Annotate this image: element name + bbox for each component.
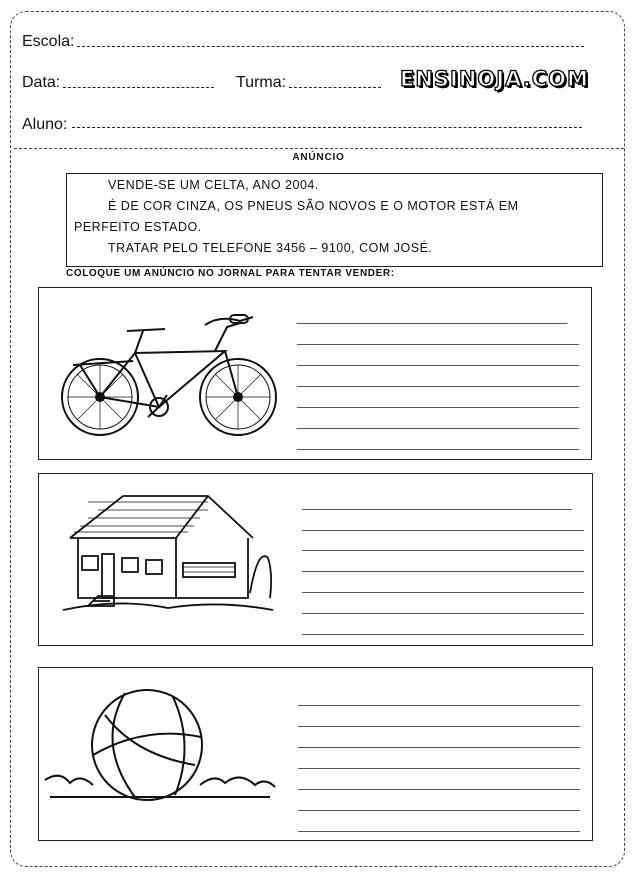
class-field[interactable]: [289, 87, 381, 88]
writing-line[interactable]: [302, 634, 584, 635]
writing-line[interactable]: [298, 768, 580, 769]
writing-line[interactable]: [302, 592, 584, 593]
writing-line[interactable]: [297, 365, 579, 366]
ad-line-1: VENDE-SE UM CELTA, ANO 2004.: [108, 178, 319, 192]
date-label: Data:: [22, 74, 61, 91]
header-divider: [14, 148, 624, 149]
writing-line[interactable]: [297, 407, 579, 408]
writing-line[interactable]: [297, 428, 579, 429]
house-icon: [58, 488, 278, 618]
writing-line[interactable]: [297, 386, 579, 387]
writing-line[interactable]: [302, 613, 584, 614]
writing-line[interactable]: [298, 726, 580, 727]
instruction-text: COLOQUE UM ANÚNCIO NO JORNAL PARA TENTAR VENDER:: [66, 268, 395, 279]
class-label: Turma:: [236, 74, 287, 91]
writing-line[interactable]: [298, 705, 580, 706]
student-label: Aluno:: [22, 116, 68, 133]
writing-line[interactable]: [297, 449, 579, 450]
ad-line-3: PERFEITO ESTADO.: [74, 220, 202, 234]
writing-line[interactable]: [298, 810, 580, 811]
student-field[interactable]: [72, 127, 582, 128]
writing-line[interactable]: [302, 550, 584, 551]
school-field[interactable]: [77, 46, 584, 47]
ad-line-2: É DE COR CINZA, OS PNEUS SÃO NOVOS E O MOTOR ESTÁ EM: [108, 199, 519, 213]
writing-line[interactable]: [297, 323, 567, 324]
writing-line[interactable]: [302, 509, 572, 510]
section-title: ANÚNCIO: [292, 152, 345, 163]
site-logo: ENSINOJA.COM: [400, 67, 589, 91]
writing-line[interactable]: [297, 344, 579, 345]
date-field[interactable]: [63, 87, 214, 88]
bicycle-icon: [55, 305, 280, 440]
basketball-icon: [45, 685, 275, 810]
writing-line[interactable]: [302, 571, 584, 572]
school-label: Escola:: [22, 33, 75, 50]
writing-line[interactable]: [298, 747, 580, 748]
writing-line[interactable]: [298, 789, 580, 790]
writing-line[interactable]: [298, 831, 580, 832]
writing-line[interactable]: [302, 530, 584, 531]
ad-line-4: TRATAR PELO TELEFONE 3456 – 9100, COM JOSÉ.: [108, 241, 433, 255]
